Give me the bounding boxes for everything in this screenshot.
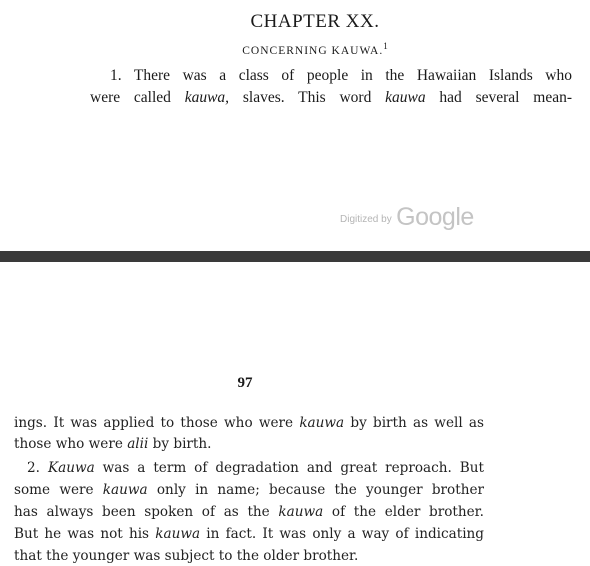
italic-term: kauwa [385, 89, 426, 106]
line-text: in fact. It was only a way of indicating [200, 526, 484, 542]
line-text: ings. It was applied to those who were [14, 415, 300, 431]
line-text: only in name; because the younger brother [147, 482, 484, 498]
paragraph-number: 2. [27, 460, 40, 476]
body-line: that the younger was subject to the older brother. [14, 548, 359, 564]
watermark-logo: Google [396, 203, 474, 231]
page-number: 97 [237, 375, 253, 391]
paragraph-1-line-2 [90, 87, 572, 109]
line-text: was a term of degradation and great reproach. But [94, 460, 485, 476]
paragraph-1-line-1 [90, 65, 572, 87]
italic-term: kauwa, [184, 89, 230, 106]
line-text: those who were [14, 436, 128, 452]
chapter-subtitle [0, 41, 590, 57]
body-line [14, 412, 484, 434]
line-text: had several mean- [425, 89, 572, 106]
body-line [14, 457, 484, 479]
chapter-subtitle-text: CONCERNING KAUWA. [242, 44, 384, 57]
italic-term: kauwa [299, 415, 345, 431]
lower-page-scan [0, 262, 590, 566]
body-line [14, 523, 484, 545]
italic-term: kauwa [102, 482, 148, 498]
italic-term: Kauwa [47, 460, 95, 476]
line-text: of the elder brother. [323, 504, 485, 520]
line-text: slaves. This word [229, 89, 386, 106]
italic-term: kauwa [278, 504, 324, 520]
body-line [14, 501, 484, 523]
line-text: There was a class of people in the Hawaiian Islands who [133, 67, 572, 84]
line-text: has always been spoken of as the [14, 504, 279, 520]
chapter-heading: CHAPTER XX. [250, 11, 380, 32]
footnote-marker: 1 [383, 41, 388, 51]
line-text: by birth as well as [344, 415, 484, 431]
line-text: But he was not his [14, 526, 156, 542]
line-text: some were [14, 482, 103, 498]
paragraph-number: 1. [110, 67, 122, 84]
italic-term: alii [127, 436, 149, 452]
italic-term: kauwa [155, 526, 201, 542]
line-text: were called [90, 89, 185, 106]
upper-page-scan [0, 0, 590, 251]
google-watermark [340, 203, 474, 232]
body-line [14, 433, 484, 455]
line-text: by birth. [148, 436, 212, 452]
body-line [14, 479, 484, 501]
page-divider [0, 251, 590, 262]
watermark-digitized-by: Digitized by [340, 214, 392, 225]
